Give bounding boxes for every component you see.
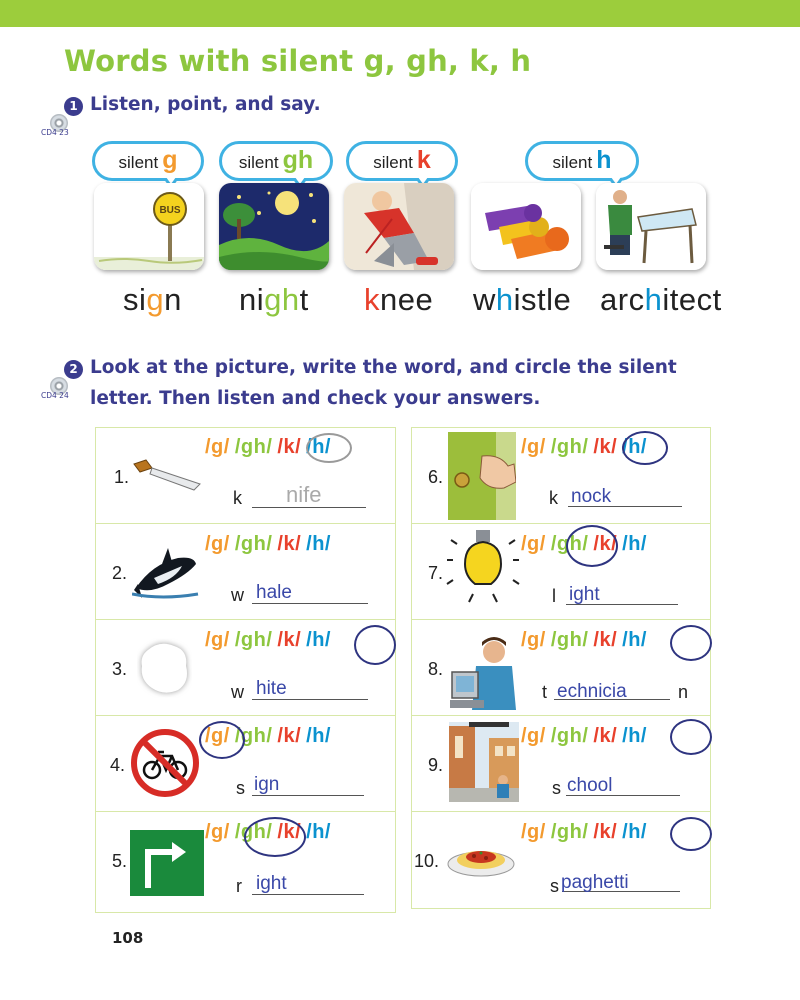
sound-options: /g/ /gh/ /k/ /h/ — [205, 629, 331, 651]
exercise-number: 8. — [428, 659, 444, 679]
exercise-number: 7. — [428, 563, 444, 583]
first-letter: r — [236, 876, 242, 896]
exercise-number: 1. — [114, 467, 130, 487]
architect-drawing-icon — [596, 183, 706, 270]
sound-options: /g/ /gh/ /k/ /h/ — [521, 629, 647, 651]
sound-options: /g/ /gh/ /k/ /h/ — [521, 436, 647, 458]
circle-mark-gh — [566, 525, 618, 567]
spaghetti-plate-icon — [446, 838, 516, 878]
knee-injury-icon — [344, 183, 454, 270]
whistles-picture — [471, 183, 581, 270]
answer-text[interactable]: chool — [567, 775, 613, 796]
section-2-number: 2 — [64, 360, 83, 379]
exercise-number: 5. — [112, 851, 128, 871]
whale-icon — [132, 544, 200, 602]
answer-text[interactable]: hale — [256, 582, 292, 603]
answer-text[interactable]: echnicia — [557, 681, 627, 702]
sound-options: /g/ /gh/ /k/ /h/ — [205, 436, 331, 458]
bubble-silent-gh — [219, 141, 333, 181]
section-2-line-1: Look at the picture, write the word, and circle the silent — [90, 357, 677, 378]
sound-options: /g/ /gh/ /k/ /h/ — [521, 821, 647, 843]
section-1-number: 1 — [64, 97, 83, 116]
night-picture — [219, 183, 329, 270]
answer-text[interactable]: ign — [254, 774, 280, 795]
right-arrow-sign-icon — [130, 830, 204, 896]
sound-options: /g/ /gh/ /k/ /h/ — [205, 725, 331, 747]
answer-text[interactable]: nock — [571, 486, 612, 507]
circle-mark-gh — [244, 817, 306, 857]
school-building-icon — [449, 722, 519, 802]
circle-mark-g — [199, 721, 245, 759]
knife-icon — [130, 456, 202, 494]
bus-sign-text: BUS — [159, 205, 181, 216]
first-letter: t — [542, 682, 548, 702]
circle-mark-k — [306, 433, 352, 463]
knocking-door-icon — [448, 432, 516, 520]
section-1-instruction: Listen, point, and say. — [90, 94, 321, 115]
first-letter: s — [236, 778, 245, 798]
cd-label: CD4 24 — [41, 391, 69, 400]
exercise-number: 6. — [428, 467, 444, 487]
word-whistle: whistle — [473, 282, 572, 317]
cd-label: CD4 23 — [41, 128, 69, 137]
page-number: 108 — [112, 929, 144, 947]
first-letter: w — [231, 682, 244, 702]
first-letter: k — [233, 488, 242, 508]
bubble-letter: h — [596, 146, 612, 174]
answer-text[interactable]: ight — [256, 873, 287, 894]
sound-options: /g/ /gh/ /k/ /h/ — [521, 725, 647, 747]
knee-picture — [344, 183, 454, 270]
exercise-number: 2. — [112, 563, 128, 583]
bubble-letter: g — [162, 146, 178, 174]
word-night: night — [239, 282, 309, 317]
whistles-icon — [471, 183, 581, 270]
sound-options: /g/ /gh/ /k/ /h/ — [205, 533, 331, 555]
top-bar — [0, 0, 800, 27]
night-moon-icon — [219, 183, 329, 270]
last-letter: n — [678, 682, 689, 702]
no-bikes-sign-icon — [130, 728, 200, 798]
bubble-silent-h — [525, 141, 639, 181]
light-bulb-icon — [443, 526, 523, 606]
answer-text[interactable]: paghetti — [561, 872, 629, 893]
bubble-letter: k — [416, 146, 431, 174]
bus-stop-sign-icon — [94, 183, 204, 270]
exercise-number: 3. — [112, 659, 128, 679]
bus-stop-sign-picture — [94, 183, 204, 270]
white-blob-icon — [134, 638, 194, 698]
word-architect: architect — [600, 282, 722, 317]
first-letter: s — [552, 778, 561, 798]
bubble-silent-k — [346, 141, 458, 181]
word-knee: knee — [364, 282, 434, 317]
first-letter: s — [550, 876, 559, 896]
first-letter: k — [549, 488, 558, 508]
bubble-prefix: silent — [118, 153, 159, 172]
page-title: Words with silent g, gh, k, h — [64, 44, 532, 78]
bubble-prefix: silent — [238, 153, 279, 172]
exercise-number: 9. — [428, 755, 444, 775]
bubble-prefix: silent — [373, 153, 413, 172]
circle-mark-h — [354, 625, 396, 665]
first-letter: w — [231, 585, 244, 605]
circle-mark-k — [622, 431, 668, 465]
bubble-silent-g — [92, 141, 204, 181]
architect-picture — [596, 183, 706, 270]
exercise-number: 4. — [110, 755, 126, 775]
first-letter: l — [552, 586, 556, 606]
exercise-number: 10. — [414, 851, 440, 871]
sound-options: /g/ /gh/ /k/ /h/ — [521, 533, 647, 555]
bubble-letter: gh — [282, 146, 314, 174]
section-2-line-2: letter. Then listen and check your answers. — [90, 388, 541, 409]
word-sign: sign — [123, 282, 182, 317]
technician-icon — [448, 630, 520, 710]
circle-mark-h — [670, 719, 712, 755]
answer-text[interactable]: nife — [286, 482, 322, 507]
circle-mark-h — [670, 625, 712, 661]
circle-mark-h — [670, 817, 712, 851]
answer-text[interactable]: hite — [256, 678, 287, 699]
bubble-prefix: silent — [552, 153, 593, 172]
sound-options: /g/ /gh/ /k/ /h/ — [205, 821, 331, 843]
answer-text[interactable]: ight — [569, 584, 600, 605]
